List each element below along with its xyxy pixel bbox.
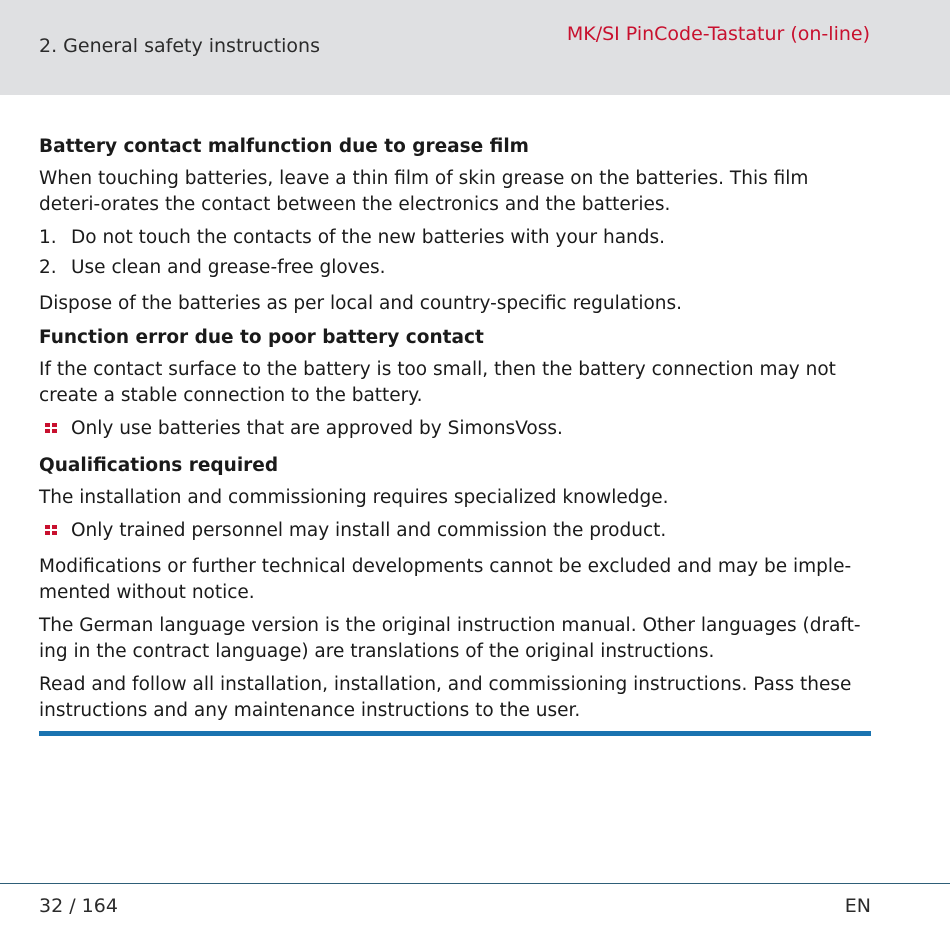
- paragraph-qualifications: The installation and commissioning requires specialized knowledge.: [39, 487, 669, 508]
- paragraph-modifications: Modifications or further technical developments cannot be excluded and may be imple-mented without notice.: [39, 556, 852, 603]
- bullet-item: [39, 518, 871, 544]
- list-item: [39, 225, 871, 251]
- bullet-item-text: Only trained personnel may install and commission the product.: [71, 520, 667, 541]
- language-code: EN: [844, 895, 871, 917]
- section-title: 2. General safety instructions: [39, 35, 321, 57]
- heading-grease-film: Battery contact malfunction due to grease film: [39, 136, 529, 157]
- bullet-item-text: Only use batteries that are approved by SimonsVoss.: [71, 418, 563, 439]
- list-number: 1.: [39, 227, 57, 248]
- red-four-square-bullet-icon: [45, 423, 58, 434]
- list-item: [39, 255, 871, 281]
- paragraph-language-version: The German language version is the original instruction manual. Other languages (draft-ing in the contract language) are translations of the original instructions.: [39, 615, 861, 662]
- section-end-rule: [39, 731, 871, 736]
- paragraph-follow-instructions: Read and follow all installation, installation, and commissioning instructions. Pass these instructions and any maintenance instructions to the user.: [39, 674, 852, 721]
- page-header: [0, 0, 950, 95]
- list-item-text: Use clean and grease-free gloves.: [71, 257, 386, 278]
- page-number: 32 / 164: [39, 895, 118, 917]
- paragraph-disposal: Dispose of the batteries as per local and country-specific regulations.: [39, 293, 683, 314]
- bullet-item: [39, 416, 871, 442]
- list-number: 2.: [39, 257, 57, 278]
- paragraph-grease-film: When touching batteries, leave a thin film of skin grease on the batteries. This film deteri-orates the contact between the electronics and the batteries.: [39, 168, 809, 215]
- paragraph-battery-contact: If the contact surface to the battery is too small, then the battery connection may not create a stable connection to the battery.: [39, 359, 836, 406]
- heading-battery-contact: Function error due to poor battery contact: [39, 327, 484, 348]
- footer-divider: [0, 883, 950, 884]
- red-four-square-bullet-icon: [45, 525, 58, 536]
- list-item-text: Do not touch the contacts of the new batteries with your hands.: [71, 227, 666, 248]
- page-content: [39, 133, 871, 736]
- product-title: MK/SI PinCode-Tastatur (on-line): [566, 23, 870, 45]
- heading-qualifications: Qualifications required: [39, 455, 279, 476]
